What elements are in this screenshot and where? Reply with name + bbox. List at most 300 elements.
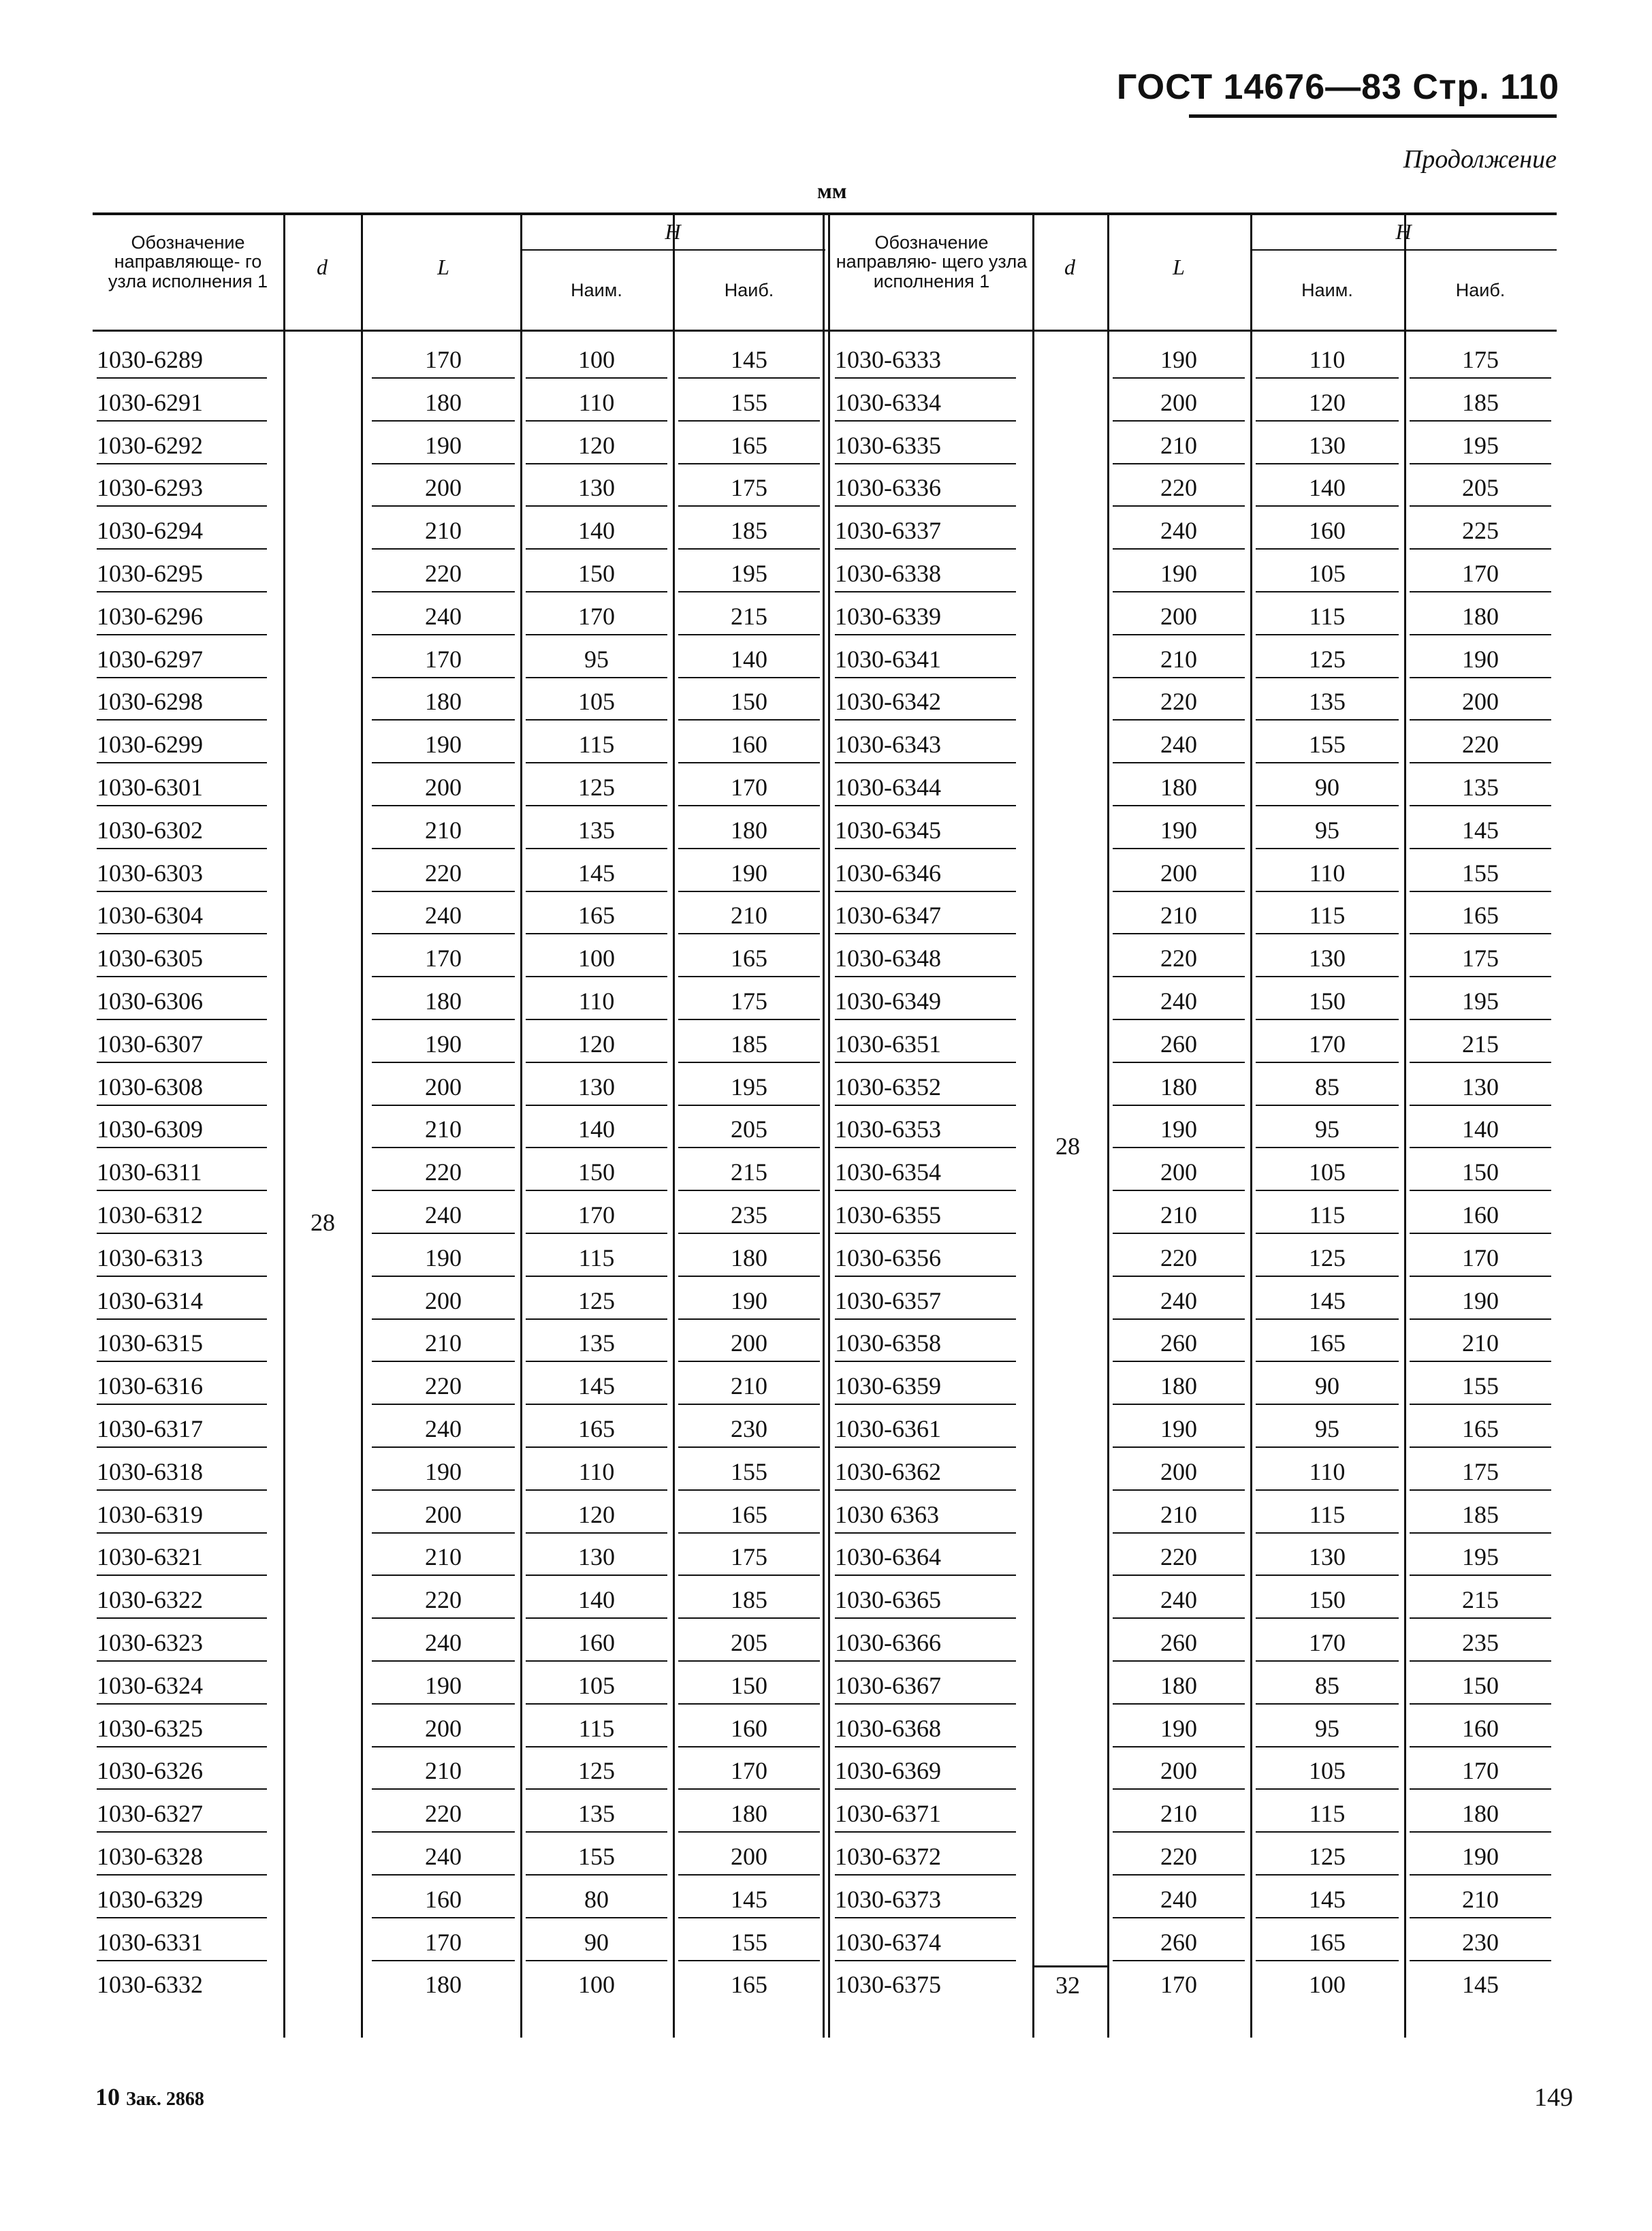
row-underline	[678, 719, 820, 721]
H-min-cell: 130	[578, 474, 615, 502]
designation-cell: 1030-6294	[97, 517, 203, 545]
row-underline	[97, 1062, 267, 1063]
row-underline	[526, 848, 667, 849]
row-underline	[835, 1617, 1016, 1619]
center-double-rule-b	[828, 212, 830, 2038]
H-min-cell: 140	[578, 517, 615, 545]
L-cell: 200	[1160, 1158, 1197, 1186]
row-underline	[1410, 1874, 1551, 1876]
designation-cell: 1030-6323	[97, 1629, 203, 1656]
designation-cell: 1030-6292	[97, 431, 203, 459]
row-underline	[678, 1062, 820, 1063]
L-cell: 170	[425, 1928, 462, 1956]
row-underline	[835, 1575, 1016, 1576]
row-underline	[1410, 762, 1551, 763]
row-underline	[1410, 548, 1551, 550]
L-cell: 160	[425, 1885, 462, 1913]
row-underline	[97, 1404, 267, 1405]
H-max-cell: 190	[731, 859, 767, 887]
row-underline	[1113, 848, 1245, 849]
H-max-cell: 175	[731, 1543, 767, 1571]
row-underline	[1256, 1446, 1399, 1448]
row-underline	[678, 1361, 820, 1362]
header-d: d	[1064, 255, 1075, 279]
L-cell: 200	[1160, 859, 1197, 887]
row-underline	[1113, 1019, 1245, 1020]
H-max-cell: 215	[1462, 1586, 1499, 1614]
H-max-cell: 150	[1462, 1158, 1499, 1186]
row-underline	[678, 634, 820, 635]
row-underline	[97, 1831, 267, 1833]
row-underline	[1256, 634, 1399, 635]
row-underline	[97, 505, 267, 507]
row-underline	[526, 1190, 667, 1191]
L-cell: 240	[425, 1843, 462, 1870]
row-underline	[835, 377, 1016, 379]
row-underline	[678, 1917, 820, 1918]
row-underline	[1410, 1617, 1551, 1619]
row-underline	[372, 1233, 515, 1234]
L-cell: 260	[1160, 1629, 1197, 1656]
H-max-cell: 155	[731, 1457, 767, 1485]
H-max-cell: 235	[731, 1201, 767, 1229]
row-underline	[835, 848, 1016, 849]
L-cell: 240	[425, 902, 462, 930]
row-underline	[678, 1960, 820, 1961]
L-cell: 240	[1160, 731, 1197, 759]
row-underline	[835, 591, 1016, 592]
H-max-cell: 175	[1462, 945, 1499, 972]
H-max-cell: 145	[731, 1885, 767, 1913]
header-bottom-rule	[93, 330, 1557, 332]
H-max-cell: 130	[1462, 1073, 1499, 1101]
designation-cell: 1030-6289	[97, 346, 203, 373]
row-underline	[526, 1233, 667, 1234]
H-max-cell: 190	[1462, 1843, 1499, 1870]
row-underline	[1113, 1147, 1245, 1148]
L-cell: 180	[1160, 1073, 1197, 1101]
designation-cell: 1030-6348	[835, 945, 941, 972]
L-cell: 240	[425, 1201, 462, 1229]
row-underline	[526, 1917, 667, 1918]
row-underline	[1410, 1062, 1551, 1063]
L-cell: 210	[425, 816, 462, 844]
row-underline	[1256, 719, 1399, 721]
row-underline	[526, 805, 667, 806]
row-underline	[526, 548, 667, 550]
H-min-cell: 145	[578, 859, 615, 887]
row-underline	[835, 805, 1016, 806]
row-underline	[1113, 1532, 1245, 1534]
row-underline	[835, 1917, 1016, 1918]
designation-cell: 1030-6356	[835, 1244, 941, 1271]
row-underline	[526, 1318, 667, 1320]
H-max-cell: 170	[1462, 1244, 1499, 1271]
designation-cell: 1030-6364	[835, 1543, 941, 1571]
H-min-cell: 115	[1309, 902, 1346, 930]
H-max-cell: 210	[1462, 1329, 1499, 1357]
row-underline	[1113, 762, 1245, 763]
H-max-cell: 165	[731, 1500, 767, 1528]
row-underline	[1113, 1276, 1245, 1277]
row-underline	[1256, 1746, 1399, 1747]
L-cell: 220	[1160, 1244, 1197, 1271]
row-underline	[835, 1318, 1016, 1320]
row-underline	[372, 1276, 515, 1277]
row-underline	[1256, 1660, 1399, 1662]
L-cell: 200	[425, 1500, 462, 1528]
row-underline	[678, 1276, 820, 1277]
header-L: L	[1173, 255, 1185, 279]
row-underline	[97, 1233, 267, 1234]
row-underline	[372, 548, 515, 550]
designation-cell: 1030-6324	[97, 1671, 203, 1699]
H-min-cell: 125	[1309, 645, 1346, 673]
H-min-cell: 135	[578, 816, 615, 844]
row-underline	[526, 1874, 667, 1876]
H-max-cell: 185	[1462, 388, 1499, 416]
row-underline	[372, 1062, 515, 1063]
H-min-cell: 170	[1309, 1030, 1346, 1058]
H-min-cell: 140	[578, 1586, 615, 1614]
H-min-cell: 100	[578, 346, 615, 373]
row-underline	[372, 420, 515, 422]
row-underline	[1410, 1703, 1551, 1705]
row-underline	[1113, 1318, 1245, 1320]
row-underline	[835, 891, 1016, 892]
row-underline	[1410, 805, 1551, 806]
H-max-cell: 205	[1462, 474, 1499, 502]
row-underline	[678, 762, 820, 763]
H-min-cell: 90	[1315, 1372, 1339, 1400]
row-underline	[1410, 1575, 1551, 1576]
row-underline	[1410, 634, 1551, 635]
row-underline	[372, 1404, 515, 1405]
right-d-separator	[1032, 1965, 1107, 1967]
row-underline	[1410, 1746, 1551, 1747]
L-cell: 200	[1160, 388, 1197, 416]
row-underline	[678, 1446, 820, 1448]
page-header: ГОСТ 14676—83 Стр. 110	[1116, 67, 1559, 107]
H-max-cell: 150	[1462, 1671, 1499, 1699]
designation-cell: 1030-6333	[835, 346, 941, 373]
row-underline	[678, 976, 820, 977]
H-max-cell: 155	[731, 1928, 767, 1956]
row-underline	[678, 1703, 820, 1705]
row-underline	[1256, 1062, 1399, 1063]
row-underline	[1256, 1960, 1399, 1961]
row-underline	[372, 1019, 515, 1020]
row-underline	[372, 1660, 515, 1662]
row-underline	[678, 1190, 820, 1191]
L-cell: 210	[1160, 1800, 1197, 1828]
row-underline	[372, 1489, 515, 1491]
row-underline	[526, 505, 667, 507]
H-min-cell: 115	[1309, 1500, 1346, 1528]
row-underline	[372, 933, 515, 934]
designation-cell: 1030-6362	[835, 1457, 941, 1485]
row-underline	[835, 677, 1016, 678]
row-underline	[1256, 976, 1399, 977]
H-min-cell: 110	[578, 987, 615, 1015]
designation-cell: 1030-6322	[97, 1586, 203, 1614]
L-cell: 190	[425, 1030, 462, 1058]
row-underline	[372, 1147, 515, 1148]
H-max-cell: 165	[1462, 902, 1499, 930]
H-min-cell: 110	[1309, 859, 1346, 887]
row-underline	[835, 1361, 1016, 1362]
designation-cell: 1030-6301	[97, 774, 203, 801]
row-underline	[1113, 1831, 1245, 1833]
row-underline	[835, 1746, 1016, 1747]
L-cell: 220	[1160, 474, 1197, 502]
row-underline	[97, 719, 267, 721]
designation-cell: 1030-6309	[97, 1116, 203, 1143]
H-min-cell: 100	[578, 945, 615, 972]
header-designation: Обозначение направляюще- го узла исполнения 1	[108, 232, 268, 291]
row-underline	[1256, 548, 1399, 550]
row-underline	[372, 891, 515, 892]
H-max-cell: 185	[731, 517, 767, 545]
H-min-cell: 115	[1309, 1201, 1346, 1229]
L-cell: 240	[1160, 1286, 1197, 1314]
designation-cell: 1030-6295	[97, 560, 203, 587]
designation-cell: 1030-6332	[97, 1971, 203, 1999]
designation-cell: 1030-6365	[835, 1586, 941, 1614]
row-underline	[678, 1831, 820, 1833]
H-max-cell: 165	[731, 1971, 767, 1999]
row-underline	[835, 1703, 1016, 1705]
row-underline	[678, 933, 820, 934]
row-underline	[835, 762, 1016, 763]
row-underline	[678, 891, 820, 892]
designation-cell: 1030-6338	[835, 560, 941, 587]
row-underline	[1256, 1917, 1399, 1918]
designation-cell: 1030-6349	[835, 987, 941, 1015]
header-underline	[1189, 114, 1557, 118]
row-underline	[526, 1446, 667, 1448]
row-underline	[372, 1831, 515, 1833]
row-underline	[372, 1532, 515, 1534]
designation-cell: 1030-6347	[835, 902, 941, 930]
row-underline	[526, 463, 667, 464]
L-cell: 170	[425, 346, 462, 373]
H-min-cell: 110	[578, 1457, 615, 1485]
L-cell: 190	[425, 431, 462, 459]
row-underline	[678, 1318, 820, 1320]
H-max-cell: 235	[1462, 1629, 1499, 1656]
H-min-cell: 150	[578, 1158, 615, 1186]
H-min-cell: 125	[1309, 1843, 1346, 1870]
row-underline	[1113, 1105, 1245, 1106]
H-min-cell: 125	[1309, 1244, 1346, 1271]
row-underline	[526, 1062, 667, 1063]
H-max-cell: 165	[731, 945, 767, 972]
H-min-cell: 145	[1309, 1286, 1346, 1314]
H-max-cell: 195	[1462, 1543, 1499, 1571]
L-cell: 200	[1160, 602, 1197, 630]
H-max-cell: 195	[731, 1073, 767, 1101]
L-cell: 190	[1160, 346, 1197, 373]
designation-cell: 1030-6315	[97, 1329, 203, 1357]
row-underline	[97, 891, 267, 892]
L-cell: 200	[425, 1714, 462, 1742]
H-min-cell: 80	[584, 1885, 609, 1913]
H-min-cell: 90	[584, 1928, 609, 1956]
row-underline	[678, 677, 820, 678]
row-underline	[835, 1660, 1016, 1662]
row-underline	[97, 1532, 267, 1534]
H-max-cell: 180	[1462, 1800, 1499, 1828]
designation-cell: 1030-6366	[835, 1629, 941, 1656]
designation-cell: 1030-6303	[97, 859, 203, 887]
designation-cell: 1030-6371	[835, 1800, 941, 1828]
page-number: 149	[1534, 2083, 1573, 2112]
header-min: Наим.	[1301, 280, 1353, 300]
row-underline	[1410, 1960, 1551, 1961]
header-L: L	[437, 255, 449, 279]
row-underline	[97, 1318, 267, 1320]
row-underline	[1256, 463, 1399, 464]
row-underline	[1410, 1917, 1551, 1918]
row-underline	[372, 1105, 515, 1106]
row-underline	[526, 1105, 667, 1106]
row-underline	[1256, 505, 1399, 507]
row-underline	[372, 377, 515, 379]
row-underline	[678, 1788, 820, 1790]
row-underline	[97, 1105, 267, 1106]
H-max-cell: 175	[731, 987, 767, 1015]
L-cell: 210	[1160, 1201, 1197, 1229]
H-max-cell: 160	[731, 731, 767, 759]
designation-cell: 1030-6325	[97, 1714, 203, 1742]
row-underline	[372, 463, 515, 464]
row-underline	[372, 719, 515, 721]
designation-cell: 1030-6355	[835, 1201, 941, 1229]
row-underline	[1256, 591, 1399, 592]
row-underline	[1410, 891, 1551, 892]
H-max-cell: 150	[731, 1671, 767, 1699]
H-min-cell: 160	[1309, 517, 1346, 545]
row-underline	[372, 591, 515, 592]
row-underline	[372, 1960, 515, 1961]
H-min-cell: 135	[1309, 688, 1346, 716]
H-min-cell: 115	[578, 1714, 615, 1742]
row-underline	[97, 1575, 267, 1576]
L-cell: 180	[1160, 774, 1197, 801]
row-underline	[1256, 1617, 1399, 1619]
row-underline	[97, 377, 267, 379]
L-cell: 240	[1160, 1586, 1197, 1614]
row-underline	[835, 1019, 1016, 1020]
row-underline	[372, 1874, 515, 1876]
H-min-cell: 150	[1309, 987, 1346, 1015]
designation-cell: 1030-6306	[97, 987, 203, 1015]
H-min-cell: 140	[578, 1116, 615, 1143]
H-max-cell: 135	[1462, 774, 1499, 801]
H-min-cell: 115	[1309, 1800, 1346, 1828]
L-cell: 240	[1160, 1885, 1197, 1913]
designation-cell: 1030-6373	[835, 1885, 941, 1913]
L-cell: 210	[1160, 645, 1197, 673]
H-min-cell: 85	[1315, 1073, 1339, 1101]
row-underline	[1256, 1019, 1399, 1020]
H-min-cell: 160	[578, 1629, 615, 1656]
L-cell: 200	[425, 774, 462, 801]
H-min-cell: 165	[1309, 1928, 1346, 1956]
row-underline	[835, 1062, 1016, 1063]
designation-cell: 1030-6346	[835, 859, 941, 887]
row-underline	[1113, 1575, 1245, 1576]
H-max-cell: 195	[1462, 987, 1499, 1015]
L-cell: 190	[1160, 1415, 1197, 1442]
L-cell: 220	[1160, 1543, 1197, 1571]
right-d-last-value: 32	[1055, 1972, 1080, 1999]
row-underline	[1256, 377, 1399, 379]
row-underline	[372, 1190, 515, 1191]
row-underline	[1113, 933, 1245, 934]
H-max-cell: 200	[731, 1843, 767, 1870]
H-min-cell: 130	[578, 1073, 615, 1101]
row-underline	[678, 1105, 820, 1106]
H-min-cell: 145	[1309, 1885, 1346, 1913]
row-underline	[1410, 463, 1551, 464]
H-min-cell: 105	[578, 688, 615, 716]
H-max-cell: 170	[1462, 1757, 1499, 1785]
designation-cell: 1030-6321	[97, 1543, 203, 1571]
row-underline	[372, 634, 515, 635]
row-underline	[1410, 1532, 1551, 1534]
row-underline	[97, 1019, 267, 1020]
L-cell: 190	[1160, 1116, 1197, 1143]
row-underline	[678, 1019, 820, 1020]
designation-cell: 1030-6327	[97, 1800, 203, 1828]
row-underline	[372, 848, 515, 849]
row-underline	[526, 1489, 667, 1491]
row-underline	[835, 719, 1016, 721]
row-underline	[1113, 976, 1245, 977]
L-cell: 190	[425, 731, 462, 759]
row-underline	[97, 1489, 267, 1491]
designation-cell: 1030-6341	[835, 645, 941, 673]
L-cell: 200	[425, 1073, 462, 1101]
row-underline	[1410, 1318, 1551, 1320]
row-underline	[1113, 1233, 1245, 1234]
H-min-cell: 165	[1309, 1329, 1346, 1357]
row-underline	[1256, 1190, 1399, 1191]
L-cell: 220	[425, 1158, 462, 1186]
designation-cell: 1030-6299	[97, 731, 203, 759]
row-underline	[678, 1746, 820, 1747]
H-max-cell: 215	[731, 602, 767, 630]
H-min-cell: 135	[578, 1329, 615, 1357]
row-underline	[1113, 677, 1245, 678]
row-underline	[97, 848, 267, 849]
row-underline	[1410, 1489, 1551, 1491]
L-cell: 190	[1160, 816, 1197, 844]
H-max-cell: 145	[731, 346, 767, 373]
H-max-cell: 185	[731, 1030, 767, 1058]
row-underline	[372, 677, 515, 678]
row-underline	[97, 976, 267, 977]
row-underline	[835, 548, 1016, 550]
row-underline	[1113, 1190, 1245, 1191]
H-min-cell: 105	[1309, 1158, 1346, 1186]
H-min-cell: 150	[1309, 1586, 1346, 1614]
header-min: Наим.	[571, 280, 622, 300]
designation-cell: 1030-6296	[97, 602, 203, 630]
designation-cell: 1030-6307	[97, 1030, 203, 1058]
